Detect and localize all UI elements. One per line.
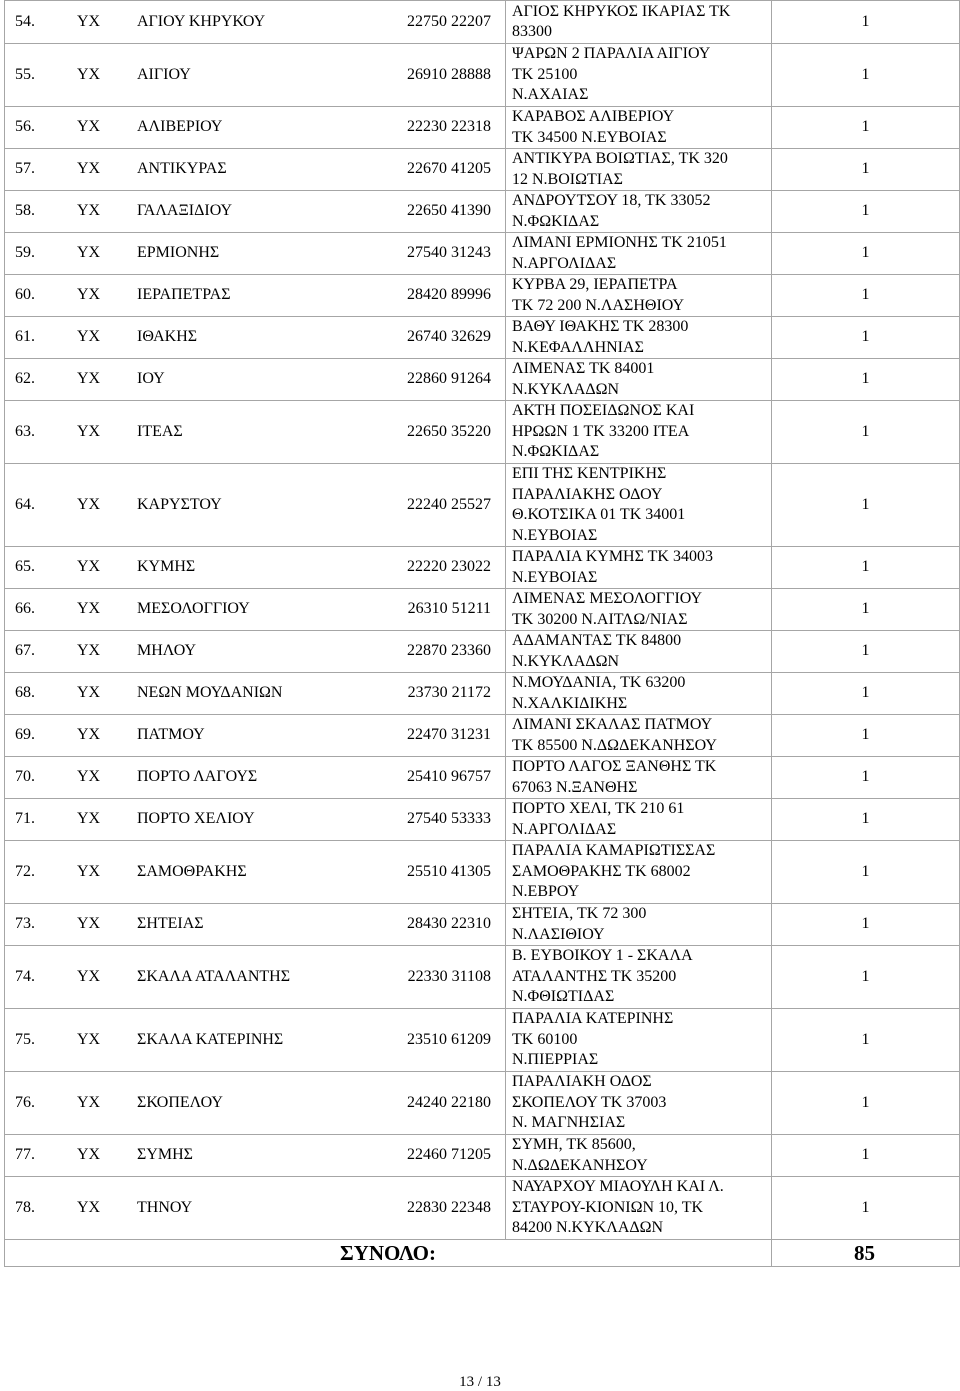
office-type: ΥΧ — [77, 118, 101, 136]
office-address: ΨΑΡΩΝ 2 ΠΑΡΑΛΙΑ ΑΙΓΙΟΥ ΤΚ 25100 Ν.ΑΧΑΙΑΣ — [506, 44, 772, 107]
office-name: ΚΑΡΥΣΤΟΥ — [137, 495, 222, 513]
office-count: 1 — [772, 673, 960, 715]
row-number: 65. — [15, 558, 35, 576]
office-cell — [5, 841, 506, 904]
office-phone: 22650 35220 — [407, 422, 491, 440]
office-address: ΠΟΡΤΟ ΛΑΓΟΣ ΞΑΝΘΗΣ ΤΚ 67063 Ν.ΞΑΝΘΗΣ — [506, 757, 772, 799]
row-number: 59. — [15, 244, 35, 262]
office-address: ΠΑΡΑΛΙΑΚΗ ΟΔΟΣ ΣΚΟΠΕΛΟΥ ΤΚ 37003 Ν. ΜΑΓΝΗΣΙΑΣ — [506, 1072, 772, 1135]
office-address: ΣΗΤΕΙΑ, ΤΚ 72 300 Ν.ΛΑΣΙΘΙΟΥ — [506, 904, 772, 946]
office-cell — [5, 589, 506, 631]
table-row — [5, 715, 960, 757]
office-cell — [5, 946, 506, 1009]
office-type: ΥΧ — [77, 1030, 101, 1048]
row-number: 70. — [15, 768, 35, 786]
table-row — [5, 1009, 960, 1072]
office-cell — [5, 149, 506, 191]
office-type: ΥΧ — [77, 642, 101, 660]
office-type: ΥΧ — [77, 328, 101, 346]
office-address: ΑΚΤΗ ΠΟΣΕΙΔΩΝΟΣ ΚΑΙ ΗΡΩΩΝ 1 ΤΚ 33200 ΙΤΕΑ Ν.ΦΩΚΙΔΑΣ — [506, 401, 772, 464]
row-number: 76. — [15, 1093, 35, 1111]
office-cell — [5, 107, 506, 149]
row-number: 66. — [15, 600, 35, 618]
office-cell — [5, 44, 506, 107]
table-row — [5, 589, 960, 631]
total-value: 85 — [772, 1240, 960, 1267]
office-address: Β. ΕΥΒΟΙΚΟΥ 1 - ΣΚΑΛΑ ΑΤΑΛΑΝΤΗΣ ΤΚ 35200 Ν.ΦΘΙΩΤΙΔΑΣ — [506, 946, 772, 1009]
table-row — [5, 1135, 960, 1177]
table-row — [5, 275, 960, 317]
table-row — [5, 673, 960, 715]
office-name: ΤΗΝΟΥ — [137, 1198, 193, 1216]
office-count: 1 — [772, 149, 960, 191]
row-number: 77. — [15, 1146, 35, 1164]
office-phone: 24240 22180 — [407, 1093, 491, 1111]
office-name: ΣΥΜΗΣ — [137, 1146, 193, 1164]
office-address: ΚΑΡΑΒΟΣ ΑΛΙΒΕΡΙΟΥ ΤΚ 34500 Ν.ΕΥΒΟΙΑΣ — [506, 107, 772, 149]
row-number: 54. — [15, 12, 35, 30]
office-type: ΥΧ — [77, 768, 101, 786]
office-count: 1 — [772, 359, 960, 401]
office-cell — [5, 233, 506, 275]
row-number: 69. — [15, 726, 35, 744]
office-name: ΑΛΙΒΕΡΙΟΥ — [137, 118, 223, 136]
table-row — [5, 547, 960, 589]
office-address: ΠΟΡΤΟ ΧΕΛΙ, ΤΚ 210 61 Ν.ΑΡΓΟΛΙΔΑΣ — [506, 799, 772, 841]
office-name: ΠΟΡΤΟ ΛΑΓΟΥΣ — [137, 768, 258, 786]
table-row — [5, 191, 960, 233]
office-address: ΑΔΑΜΑΝΤΑΣ ΤΚ 84800 Ν.ΚΥΚΛΑΔΩΝ — [506, 631, 772, 673]
office-name: ΣΑΜΟΘΡΑΚΗΣ — [137, 862, 247, 880]
table-body — [5, 1, 960, 1240]
office-count: 1 — [772, 1009, 960, 1072]
office-count: 1 — [772, 191, 960, 233]
office-address: ΠΑΡΑΛΙΑ ΚΥΜΗΣ ΤΚ 34003 Ν.ΕΥΒΟΙΑΣ — [506, 547, 772, 589]
office-count: 1 — [772, 44, 960, 107]
office-cell — [5, 317, 506, 359]
table-row — [5, 464, 960, 547]
office-name: ΙΕΡΑΠΕΤΡΑΣ — [137, 286, 231, 304]
office-name: ΙΤΕΑΣ — [137, 422, 183, 440]
office-phone: 22750 22207 — [407, 12, 491, 30]
office-phone: 22650 41390 — [407, 202, 491, 220]
office-cell — [5, 1009, 506, 1072]
office-type: ΥΧ — [77, 12, 101, 30]
office-type: ΥΧ — [77, 1198, 101, 1216]
office-cell — [5, 275, 506, 317]
office-name: ΜΕΣΟΛΟΓΓΙΟΥ — [137, 600, 250, 618]
row-number: 68. — [15, 684, 35, 702]
office-type: ΥΧ — [77, 244, 101, 262]
office-phone: 26740 32629 — [407, 328, 491, 346]
office-name: ΠΟΡΤΟ ΧΕΛΙΟΥ — [137, 810, 255, 828]
office-phone: 22830 22348 — [407, 1198, 491, 1216]
office-address: ΛΙΜΑΝΙ ΣΚΑΛΑΣ ΠΑΤΜΟΥ ΤΚ 85500 Ν.ΔΩΔΕΚΑΝΗΣΟΥ — [506, 715, 772, 757]
office-address: ΛΙΜΑΝΙ ΕΡΜΙΟΝΗΣ ΤΚ 21051 Ν.ΑΡΓΟΛΙΔΑΣ — [506, 233, 772, 275]
office-type: ΥΧ — [77, 160, 101, 178]
office-type: ΥΧ — [77, 862, 101, 880]
office-phone: 22230 22318 — [407, 118, 491, 136]
office-name: ΑΝΤΙΚΥΡΑΣ — [137, 160, 227, 178]
table-row — [5, 1177, 960, 1240]
office-cell — [5, 631, 506, 673]
office-address: ΕΠΙ ΤΗΣ ΚΕΝΤΡΙΚΗΣ ΠΑΡΑΛΙΑΚΗΣ ΟΔΟΥ Θ.ΚΟΤΣΙΚΑ 01 ΤΚ 34001 Ν.ΕΥΒΟΙΑΣ — [506, 464, 772, 547]
office-name: ΕΡΜΙΟΝΗΣ — [137, 244, 220, 262]
office-count: 1 — [772, 841, 960, 904]
row-number: 75. — [15, 1030, 35, 1048]
office-phone: 22220 23022 — [407, 558, 491, 576]
office-type: ΥΧ — [77, 202, 101, 220]
office-count: 1 — [772, 1135, 960, 1177]
office-cell — [5, 904, 506, 946]
office-type: ΥΧ — [77, 600, 101, 618]
total-label: ΣΥΝΟΛΟ: — [5, 1240, 772, 1267]
office-cell — [5, 1072, 506, 1135]
row-number: 62. — [15, 370, 35, 388]
office-cell — [5, 401, 506, 464]
office-address: Ν.ΜΟΥΔΑΝΙΑ, ΤΚ 63200 Ν.ΧΑΛΚΙΔΙΚΗΣ — [506, 673, 772, 715]
office-address: ΒΑΘΥ ΙΘΑΚΗΣ ΤΚ 28300 Ν.ΚΕΦΑΛΛΗΝΙΑΣ — [506, 317, 772, 359]
office-cell — [5, 715, 506, 757]
office-cell — [5, 673, 506, 715]
office-name: ΣΗΤΕΙΑΣ — [137, 915, 204, 933]
office-type: ΥΧ — [77, 1146, 101, 1164]
office-address: ΑΓΙΟΣ ΚΗΡΥΚΟΣ ΙΚΑΡΙΑΣ ΤΚ 83300 — [506, 1, 772, 44]
office-address: ΠΑΡΑΛΙΑ ΚΑΤΕΡΙΝΗΣ ΤΚ 60100 Ν.ΠΙΕΡΡΙΑΣ — [506, 1009, 772, 1072]
row-number: 71. — [15, 810, 35, 828]
office-count: 1 — [772, 233, 960, 275]
office-name: ΠΑΤΜΟΥ — [137, 726, 205, 744]
table-row — [5, 841, 960, 904]
office-type: ΥΧ — [77, 558, 101, 576]
row-number: 73. — [15, 915, 35, 933]
office-type: ΥΧ — [77, 422, 101, 440]
office-name: ΝΕΩΝ ΜΟΥΔΑΝΙΩΝ — [137, 684, 283, 702]
office-phone: 22470 31231 — [407, 726, 491, 744]
office-type: ΥΧ — [77, 726, 101, 744]
office-cell — [5, 547, 506, 589]
office-count: 1 — [772, 1072, 960, 1135]
office-name: ΜΗΛΟΥ — [137, 642, 197, 660]
table-row — [5, 1072, 960, 1135]
office-phone: 23510 61209 — [407, 1030, 491, 1048]
office-type: ΥΧ — [77, 495, 101, 513]
office-cell — [5, 757, 506, 799]
table-row — [5, 757, 960, 799]
office-count: 1 — [772, 401, 960, 464]
office-phone: 25410 96757 — [407, 768, 491, 786]
office-name: ΚΥΜΗΣ — [137, 558, 196, 576]
office-type: ΥΧ — [77, 370, 101, 388]
office-name: ΓΑΛΑΞΙΔΙΟΥ — [137, 202, 233, 220]
office-name: ΣΚΑΛΑ ΑΤΑΛΑΝΤΗΣ — [137, 967, 291, 985]
office-cell — [5, 1, 506, 44]
office-type: ΥΧ — [77, 65, 101, 83]
office-count: 1 — [772, 946, 960, 1009]
row-number: 56. — [15, 118, 35, 136]
office-address: ΣΥΜΗ, ΤΚ 85600, Ν.ΔΩΔΕΚΑΝΗΣΟΥ — [506, 1135, 772, 1177]
row-number: 67. — [15, 642, 35, 660]
office-address: ΑΝΤΙΚΥΡΑ ΒΟΙΩΤΙΑΣ, ΤΚ 320 12 Ν.ΒΟΙΩΤΙΑΣ — [506, 149, 772, 191]
row-number: 64. — [15, 495, 35, 513]
office-phone: 26310 51211 — [407, 600, 491, 618]
office-count: 1 — [772, 464, 960, 547]
office-phone: 23730 21172 — [407, 684, 491, 702]
office-count: 1 — [772, 547, 960, 589]
office-phone: 22670 41205 — [407, 160, 491, 178]
table-row — [5, 359, 960, 401]
row-number: 60. — [15, 286, 35, 304]
table-row — [5, 44, 960, 107]
office-phone: 22330 31108 — [407, 967, 491, 985]
office-cell — [5, 1135, 506, 1177]
table-row — [5, 233, 960, 275]
office-type: ΥΧ — [77, 684, 101, 702]
office-count: 1 — [772, 631, 960, 673]
office-count: 1 — [772, 107, 960, 149]
office-name: ΑΙΓΙΟΥ — [137, 65, 191, 83]
row-number: 72. — [15, 862, 35, 880]
office-type: ΥΧ — [77, 810, 101, 828]
office-cell — [5, 191, 506, 233]
office-type: ΥΧ — [77, 915, 101, 933]
table-row — [5, 946, 960, 1009]
office-name: ΣΚΑΛΑ ΚΑΤΕΡΙΝΗΣ — [137, 1030, 284, 1048]
office-name: ΙΟΥ — [137, 370, 165, 388]
office-name: ΣΚΟΠΕΛΟΥ — [137, 1093, 223, 1111]
row-number: 55. — [15, 65, 35, 83]
office-cell — [5, 799, 506, 841]
office-phone: 28420 89996 — [407, 286, 491, 304]
table-row — [5, 401, 960, 464]
office-count: 1 — [772, 1, 960, 44]
office-phone: 27540 53333 — [407, 810, 491, 828]
office-count: 1 — [772, 799, 960, 841]
office-type: ΥΧ — [77, 1093, 101, 1111]
office-name: ΑΓΙΟΥ ΚΗΡΥΚΟΥ — [137, 12, 266, 30]
table-row — [5, 1, 960, 44]
table-row — [5, 799, 960, 841]
office-address: ΝΑΥΑΡΧΟΥ ΜΙΑΟΥΛΗ ΚΑΙ Λ. ΣΤΑΥΡΟΥ-ΚΙΟΝΙΩΝ 10, ΤΚ 84200 Ν.ΚΥΚΛΑΔΩΝ — [506, 1177, 772, 1240]
office-phone: 25510 41305 — [407, 862, 491, 880]
table-row — [5, 107, 960, 149]
office-cell — [5, 359, 506, 401]
row-number: 78. — [15, 1198, 35, 1216]
office-address: ΚΥΡΒΑ 29, ΙΕΡΑΠΕΤΡΑ ΤΚ 72 200 Ν.ΛΑΣΗΘΙΟΥ — [506, 275, 772, 317]
office-count: 1 — [772, 904, 960, 946]
table-row — [5, 904, 960, 946]
office-address: ΛΙΜΕΝΑΣ ΤΚ 84001 Ν.ΚΥΚΛΑΔΩΝ — [506, 359, 772, 401]
office-address: ΛΙΜΕΝΑΣ ΜΕΣΟΛΟΓΓΙΟΥ ΤΚ 30200 Ν.ΑΙΤΛΩ/ΝΙΑΣ — [506, 589, 772, 631]
office-count: 1 — [772, 715, 960, 757]
total-row — [5, 1240, 960, 1267]
table-row — [5, 149, 960, 191]
office-phone: 26910 28888 — [407, 65, 491, 83]
office-address: ΑΝΔΡΟΥΤΣΟΥ 18, ΤΚ 33052 Ν.ΦΩΚΙΔΑΣ — [506, 191, 772, 233]
table-row — [5, 631, 960, 673]
office-phone: 22860 91264 — [407, 370, 491, 388]
office-phone: 22240 25527 — [407, 495, 491, 513]
row-number: 61. — [15, 328, 35, 346]
office-count: 1 — [772, 757, 960, 799]
office-name: ΙΘΑΚΗΣ — [137, 328, 198, 346]
office-cell — [5, 464, 506, 547]
offices-table — [4, 0, 960, 1267]
row-number: 63. — [15, 422, 35, 440]
table-row — [5, 317, 960, 359]
office-count: 1 — [772, 275, 960, 317]
office-count: 1 — [772, 317, 960, 359]
row-number: 74. — [15, 967, 35, 985]
row-number: 57. — [15, 160, 35, 178]
office-phone: 27540 31243 — [407, 244, 491, 262]
office-cell — [5, 1177, 506, 1240]
office-phone: 22870 23360 — [407, 642, 491, 660]
office-phone: 28430 22310 — [407, 915, 491, 933]
office-type: ΥΧ — [77, 967, 101, 985]
office-address: ΠΑΡΑΛΙΑ ΚΑΜΑΡΙΩΤΙΣΣΑΣ ΣΑΜΟΘΡΑΚΗΣ ΤΚ 68002 Ν.ΕΒΡΟΥ — [506, 841, 772, 904]
page-number: 13 / 13 — [459, 1374, 501, 1390]
office-type: ΥΧ — [77, 286, 101, 304]
row-number: 58. — [15, 202, 35, 220]
office-phone: 22460 71205 — [407, 1146, 491, 1164]
office-count: 1 — [772, 589, 960, 631]
office-count: 1 — [772, 1177, 960, 1240]
